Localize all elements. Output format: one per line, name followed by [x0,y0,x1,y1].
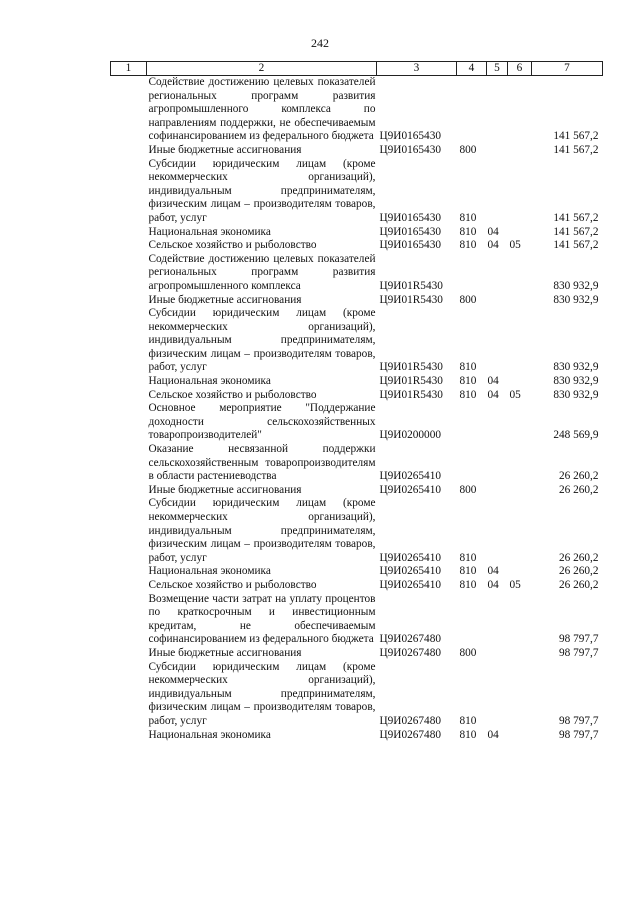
row-subsection [508,565,532,579]
row-expense-type: 810 [459,211,477,224]
row-name: Национальная экономика [148,225,271,238]
row-section: 04 [487,239,499,252]
table-row [111,647,603,661]
row-name: Иные бюджетные ассигнования [148,293,302,306]
row-name: Возмещение части затрат на уплату процентов по краткосрочным и инвестиционным кредитам, не обеспечиваемым софинансированием из федерального бюджета [148,592,376,646]
row-expense-type: 810 [459,375,477,388]
row-expense-type [457,76,487,144]
row-target-code: Ц9И0165430 [379,130,442,143]
row-name: Содействие достижению целевых показателей региональных программ развития агропромышленного комплекса [148,252,376,292]
row-target-code: Ц9И0165430 [379,211,442,224]
row-section [487,307,508,375]
row-name: Иные бюджетные ассигнования [148,483,302,496]
column-header-4: 4 [457,62,487,76]
row-amount: 98 797,7 [558,646,599,659]
row-amount: 98 797,7 [558,633,599,646]
row-target-code: Ц9И0267480 [379,714,442,727]
row-subsection: 05 [509,239,521,252]
row-name: Сельское хозяйство и рыболовство [148,239,317,252]
row-number [111,375,147,389]
budget-table [110,61,603,742]
row-name: Сельское хозяйство и рыболовство [148,578,317,591]
row-section [487,443,508,484]
row-section [487,593,508,647]
row-name: Субсидии юридическим лицам (кроме некоммерческих организаций), индивидуальным предпринимателям, физическим лицам – производителям товаров, работ, услуг [148,307,376,374]
row-section: 04 [487,375,499,388]
row-name: Субсидии юридическим лицам (кроме некоммерческих организаций), индивидуальным предпринимателям, физическим лицам – производителям товаров, работ, услуг [148,660,376,727]
table-row [111,226,603,240]
row-target-code: Ц9И0265410 [379,470,442,483]
header-row [111,62,603,76]
row-name: Содействие достижению целевых показателей региональных программ развития агропромышленного комплекса по направлениям поддержки, не обеспечиваемым софинансированием из федерального бюджета [148,76,376,143]
row-target-code: Ц9И01R5430 [379,293,443,306]
table-row [111,661,603,729]
row-target-code: Ц9И0165430 [379,239,442,252]
table-body [111,76,603,743]
row-target-code: Ц9И0265410 [379,483,442,496]
table-row [111,497,603,565]
column-header-3: 3 [377,62,457,76]
row-target-code: Ц9И0165430 [379,225,442,238]
row-section [487,294,508,308]
row-amount: 26 260,2 [558,470,599,483]
table-row [111,239,603,253]
row-section [487,484,508,498]
row-section [487,76,508,144]
row-target-code: Ц9И0267480 [379,728,442,741]
row-expense-type: 810 [459,388,477,401]
row-section [487,144,508,158]
row-amount: 830 932,9 [553,279,599,292]
table-row [111,76,603,144]
table-row [111,484,603,498]
row-expense-type: 810 [459,225,477,238]
row-expense-type: 810 [459,361,477,374]
row-name: Национальная экономика [148,375,271,388]
row-target-code: Ц9И01R5430 [379,279,443,292]
table-row [111,593,603,647]
row-name: Сельское хозяйство и рыболовство [148,388,317,401]
row-target-code: Ц9И0265410 [379,551,442,564]
row-section [487,647,508,661]
row-target-code: Ц9И0267480 [379,633,442,646]
row-subsection [508,402,532,443]
page-number: 242 [311,36,329,50]
row-expense-type: 810 [459,728,477,741]
row-number [111,593,147,647]
row-section: 04 [487,225,499,238]
column-header-1: 1 [111,62,147,76]
row-expense-type: 810 [459,239,477,252]
row-name: Национальная экономика [148,565,271,578]
row-number [111,497,147,565]
row-amount: 98 797,7 [558,714,599,727]
row-name: Иные бюджетные ассигнования [148,143,302,156]
row-section [487,661,508,729]
table-row [111,402,603,443]
row-expense-type: 800 [459,483,477,496]
row-number [111,647,147,661]
table-row [111,253,603,294]
row-name: Иные бюджетные ассигнования [148,646,302,659]
row-amount: 830 932,9 [553,375,599,388]
row-expense-type [457,402,487,443]
row-number [111,579,147,593]
row-subsection [508,144,532,158]
row-subsection [508,76,532,144]
row-subsection [508,253,532,294]
table-row [111,389,603,403]
row-target-code: Ц9И0265410 [379,565,442,578]
table-row [111,294,603,308]
row-number [111,729,147,743]
row-number [111,402,147,443]
row-number [111,253,147,294]
table-row [111,443,603,484]
row-number [111,661,147,729]
row-expense-type [457,593,487,647]
row-name: Оказание несвязанной поддержки сельскохозяйственным товаропроизводителям в области растениеводства [148,443,376,483]
row-section [487,158,508,226]
row-subsection: 05 [509,388,521,401]
row-amount: 141 567,2 [553,130,599,143]
table-row [111,375,603,389]
table-row [111,307,603,375]
row-section: 04 [487,728,499,741]
row-number [111,565,147,579]
row-expense-type: 800 [459,293,477,306]
table-header [111,62,603,76]
column-header-7: 7 [532,62,603,76]
row-amount: 830 932,9 [553,361,599,374]
row-expense-type: 810 [459,714,477,727]
row-expense-type [457,443,487,484]
row-name: Субсидии юридическим лицам (кроме некоммерческих организаций), индивидуальным предпринимателям, физическим лицам – производителям товаров, работ, услуг [148,497,376,564]
row-amount: 141 567,2 [553,211,599,224]
row-section: 04 [487,578,499,591]
row-expense-type: 810 [459,578,477,591]
row-amount: 141 567,2 [553,239,599,252]
row-section [487,402,508,443]
column-header-2: 2 [147,62,377,76]
row-amount: 26 260,2 [558,551,599,564]
column-header-6: 6 [508,62,532,76]
row-target-code: Ц9И01R5430 [379,375,443,388]
row-section: 04 [487,388,499,401]
row-subsection [508,226,532,240]
table-row [111,565,603,579]
row-subsection [508,729,532,743]
row-amount: 141 567,2 [553,143,599,156]
row-number [111,389,147,403]
row-target-code: Ц9И0165430 [379,143,442,156]
row-subsection [508,158,532,226]
row-target-code: Ц9И01R5430 [379,388,443,401]
row-subsection [508,497,532,565]
row-subsection [508,307,532,375]
row-number [111,307,147,375]
table-row [111,158,603,226]
table-row [111,579,603,593]
row-target-code: Ц9И0265410 [379,578,442,591]
row-number [111,226,147,240]
row-number [111,294,147,308]
row-amount: 141 567,2 [553,225,599,238]
row-number [111,443,147,484]
row-subsection [508,484,532,498]
row-amount: 248 569,9 [553,429,599,442]
row-number [111,144,147,158]
row-expense-type: 800 [459,143,477,156]
row-name: Национальная экономика [148,728,271,741]
row-name: Основное мероприятие "Поддержание доходности сельскохозяйственных товаропроизводителей" [148,402,376,442]
row-amount: 830 932,9 [553,293,599,306]
row-expense-type: 800 [459,646,477,659]
row-section: 04 [487,565,499,578]
row-amount: 830 932,9 [553,388,599,401]
row-target-code: Ц9И0267480 [379,646,442,659]
column-header-5: 5 [487,62,508,76]
row-subsection [508,375,532,389]
row-amount: 26 260,2 [558,578,599,591]
row-amount: 26 260,2 [558,565,599,578]
row-expense-type [457,253,487,294]
row-subsection: 05 [509,578,521,591]
row-subsection [508,443,532,484]
table-row [111,144,603,158]
row-amount: 98 797,7 [558,728,599,741]
row-number [111,239,147,253]
row-subsection [508,593,532,647]
row-subsection [508,294,532,308]
row-number [111,484,147,498]
row-subsection [508,647,532,661]
row-number [111,158,147,226]
row-target-code: Ц9И01R5430 [379,361,443,374]
row-section [487,497,508,565]
row-expense-type: 810 [459,551,477,564]
row-name: Субсидии юридическим лицам (кроме некоммерческих организаций), индивидуальным предпринимателям, физическим лицам – производителям товаров, работ, услуг [148,157,376,224]
row-expense-type: 810 [459,565,477,578]
row-section [487,253,508,294]
row-number [111,76,147,144]
row-subsection [508,661,532,729]
row-target-code: Ц9И0200000 [379,429,442,442]
table-row [111,729,603,743]
row-amount: 26 260,2 [558,483,599,496]
